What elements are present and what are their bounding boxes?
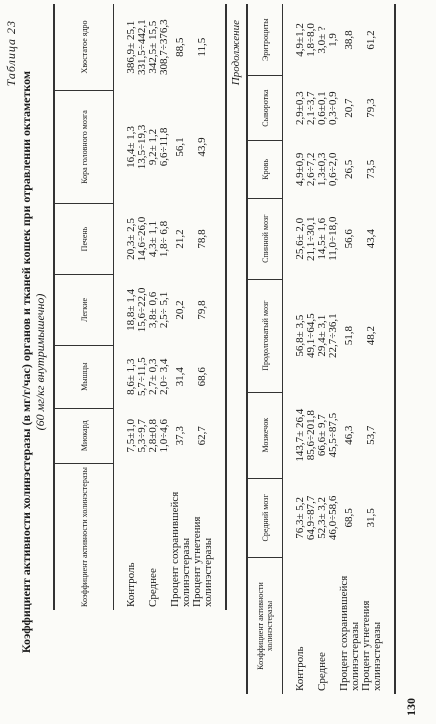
row-label: Контроль [124,562,137,607]
cell-value: 31,5 [365,508,377,528]
table-row [295,4,306,694]
cell-value: 43,9 [196,137,208,157]
table-2-header-row [247,4,283,694]
table-2-header: Спинной мозг [247,198,283,279]
cell-value: 62,7 [196,426,208,446]
table-2-header: Продолговатый мозг [247,279,283,392]
table-2-header: Эритроциты [247,4,283,76]
cell-value: 43,4 [365,229,377,249]
cell-value: 79,8 [196,300,208,320]
table-2-header: Мозжечок [247,392,283,478]
cell-value: 25,6± 2,0 [293,217,306,260]
row-label: Процент сохранившейся холинэстеразы [337,575,361,691]
table-label: Таблица 23 [4,20,18,87]
cell-value: 20,2 [174,300,186,320]
table-2-header: Кровь [247,140,283,198]
cell-value: 15,6÷22,0 3,8± 0,6 2,5÷ 5,1 [135,287,170,333]
table-subtitle: (60 мг/кг внутримышечно) [33,293,47,431]
cell-value: 56,8± 3,5 [293,314,306,357]
cell-value: 68,6 [196,367,208,387]
cell-value: 56,1 [174,137,186,157]
cell-value: 4,9±0,9 [293,152,306,187]
cell-value: 5,3÷9,7 2,8±0,8 1,0÷4,6 [135,418,170,453]
cell-value: 11,5 [196,37,208,57]
table-1-header: Печень [54,204,114,275]
table-row [192,4,214,610]
row-label: Контроль [293,646,306,691]
table-1-header: Хвостатое ядро [54,4,114,90]
cell-value: 1,8÷8,0 3,0± ? 1,9 [304,23,339,57]
cell-value: 76,3± 5,2 [293,496,306,539]
table-row [126,4,137,610]
cell-value: 2,9±0,3 [293,91,306,125]
cell-value: 143,7± 26,4 [293,408,306,462]
cell-value: 7,5±1,0 [124,418,137,453]
cell-value: 2,1÷3,7 0,6±0,1 0,3÷0,9 [304,91,339,125]
cell-value: 20,7 [343,98,355,118]
table-row [361,4,383,694]
table-row [306,4,339,694]
page-number: 130 [404,698,418,716]
cell-value: 37,3 [174,426,186,446]
table-1-header: Миокард [54,408,114,463]
cell-value: 31,4 [174,367,186,387]
cell-value: 20,3± 2,5 [124,218,137,260]
cell-value: 21,1÷30,1 14,5± 1,6 11,0÷18,0 [304,216,339,261]
cell-value: 38,8 [343,30,355,50]
row-label: Процент сохранившейся холинэстеразы [168,491,192,607]
cell-value: 331,5÷442,1 342,5± 15,5 308,7÷376,3 [135,19,170,75]
table-row [339,4,361,694]
cell-value: 5,7÷11,5 2,7± 0,3 2,0÷ 3,4 [135,357,170,397]
cell-value: 79,3 [365,98,377,118]
table-title: Коэффициент активности холинэстеразы (в мг/г/час) органов и тканей кошек при отравлении октаметком [19,70,33,654]
table-1 [53,4,227,610]
table-1-header-row [54,4,114,610]
cell-value: 48,2 [365,326,377,346]
table-row [170,4,192,610]
table-1-header: Мышцы [54,345,114,408]
cell-value: 64,9÷87,7 52,3± 3,2 46,0÷58,6 [304,495,339,541]
cell-value: 386,9± 25,1 [124,20,137,74]
table-2 [246,4,396,694]
cell-value: 8,6± 1,3 [124,358,137,395]
cell-value: 49,1÷64,5 29,4± 3,1 22,7÷36,1 [304,313,339,358]
table-2-header: Коэффициент активности холинэстеразы [247,558,283,695]
cell-value: 21,2 [174,229,186,249]
table-2-header: Сыворотка [247,76,283,141]
cell-value: 18,8± 1,4 [124,289,137,331]
cell-value: 56,6 [343,229,355,249]
cell-value: 88,5 [174,37,186,57]
table-2-header: Средний мозг [247,478,283,557]
cell-value: 73,5 [365,159,377,180]
cell-value: 46,3 [343,425,355,445]
cell-value: 68,5 [343,508,355,528]
cell-value: 26,5 [343,159,355,180]
table-1-header: Кора головного мозга [54,90,114,203]
cell-value: 85,6÷201,8 66,6± 9,7 45,5÷87,5 [304,410,339,461]
row-label: Среднее [146,568,159,607]
row-label: Процент угнетения холинэстеразы [359,600,383,691]
cell-value: 61,2 [365,30,377,50]
row-label: Среднее [315,652,328,691]
cell-value: 16,4± 1,3 [124,126,137,168]
row-label: Процент угнетения холинэстеразы [190,516,214,607]
cell-value: 53,7 [365,425,377,445]
cell-value: 51,8 [343,326,355,346]
cell-value: 14,6÷26,0 4,3± 1,1 1,8÷ 6,8 [135,216,170,262]
cell-value: 13,5÷19,3 9,2± 1,2 6,6÷11,8 [135,124,170,170]
cell-value: 2,6÷7,2 1,3±0,3 0,6÷2,0 [304,152,339,187]
table-1-header: Легкие [54,274,114,345]
table-1-header: Коэффициент активности холинэстеразы [54,464,114,611]
table-row [137,4,170,610]
cell-value: 78,8 [196,229,208,249]
cell-value: 4,9±1,2 [293,23,306,57]
continuation-label: Продолжение [230,20,242,86]
